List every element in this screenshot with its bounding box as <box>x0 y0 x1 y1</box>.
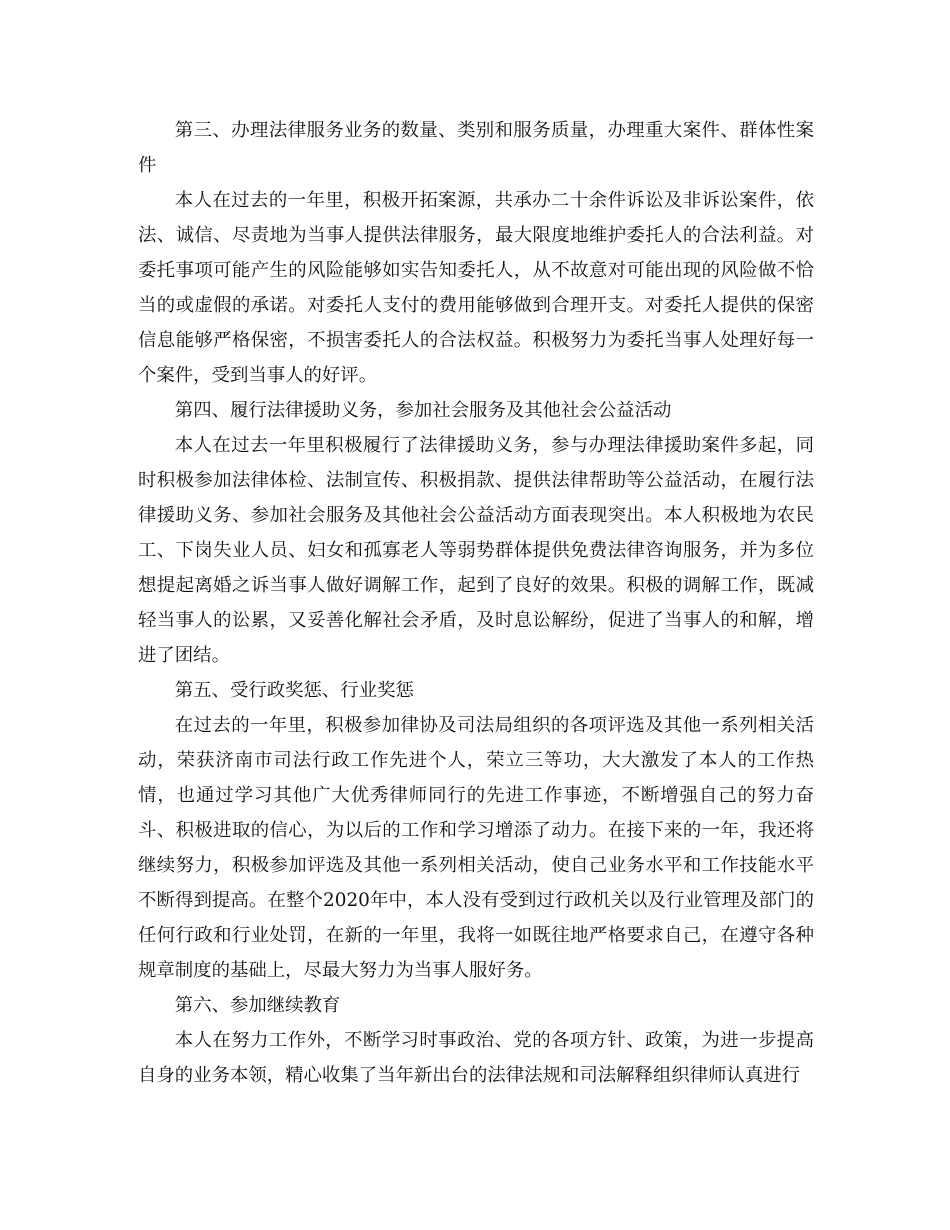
body-paragraph: 本人在过去的一年里，积极开拓案源，共承办二十余件诉讼及非诉讼案件，依法、诚信、尽责地为当事人提供法律服务，最大限度地维护委托人的合法利益。对委托事项可能产生的风险能够如实告知委托人，从不故意对可能出现的风险做不恰当的或虚假的承诺。对委托人支付的费用能够做到合理开支。对委托人提供的保密信息能够严格保密，不损害委托人的合法权益。积极努力为委托当事人处理好每一个案件，受到当事人的好评。 <box>138 190 814 386</box>
body-paragraph: 在过去的一年里，积极参加律协及司法局组织的各项评选及其他一系列相关活动，荣获济南市司法行政工作先进个人，荣立三等功，大大激发了本人的工作热情，也通过学习其他广大优秀律师同行的先进工作事迹，不断增强自己的努力奋斗、积极进取的信心，为以后的工作和学习增添了动力。在接下来的一年，我还将继续努力，积极参加评选及其他一系列相关活动，使自己业务水平和工作技能水平不断得到提高。在整个2020年中，本人没有受到过行政机关以及行业管理及部门的任何行政和行业处罚，在新的一年里，我将一如既往地严格要求自己，在遵守各种规章制度的基础上，尽最大努力为当事人服好务。 <box>138 715 814 981</box>
section-heading-3: 第三、办理法律服务业务的数量、类别和服务质量，办理重大案件、群体性案件 <box>138 120 814 176</box>
body-paragraph: 本人在努力工作外，不断学习时事政治、党的各项方针、政策，为进一步提高自身的业务本领，精心收集了当年新出台的法律法规和司法解释组织律师认真进行 <box>138 1030 814 1086</box>
section-heading-6: 第六、参加继续教育 <box>174 995 341 1016</box>
section-heading-4: 第四、履行法律援助义务，参加社会服务及其他社会公益活动 <box>174 400 672 421</box>
document-body <box>138 113 814 1093</box>
section-heading-5: 第五、受行政奖惩、行业奖惩 <box>174 680 414 701</box>
body-paragraph: 本人在过去一年里积极履行了法律援助义务，参与办理法律援助案件多起，同时积极参加法律体检、法制宣传、积极捐款、提供法律帮助等公益活动，在履行法律援助义务、参加社会服务及其他社会公益活动方面表现突出。本人积极地为农民工、下岗失业人员、妇女和孤寡老人等弱势群体提供免费法律咨询服务，并为多位想提起离婚之诉当事人做好调解工作，起到了良好的效果。积极的调解工作，既减轻当事人的讼累，又妥善化解社会矛盾，及时息讼解纷，促进了当事人的和解，增进了团结。 <box>138 435 814 666</box>
